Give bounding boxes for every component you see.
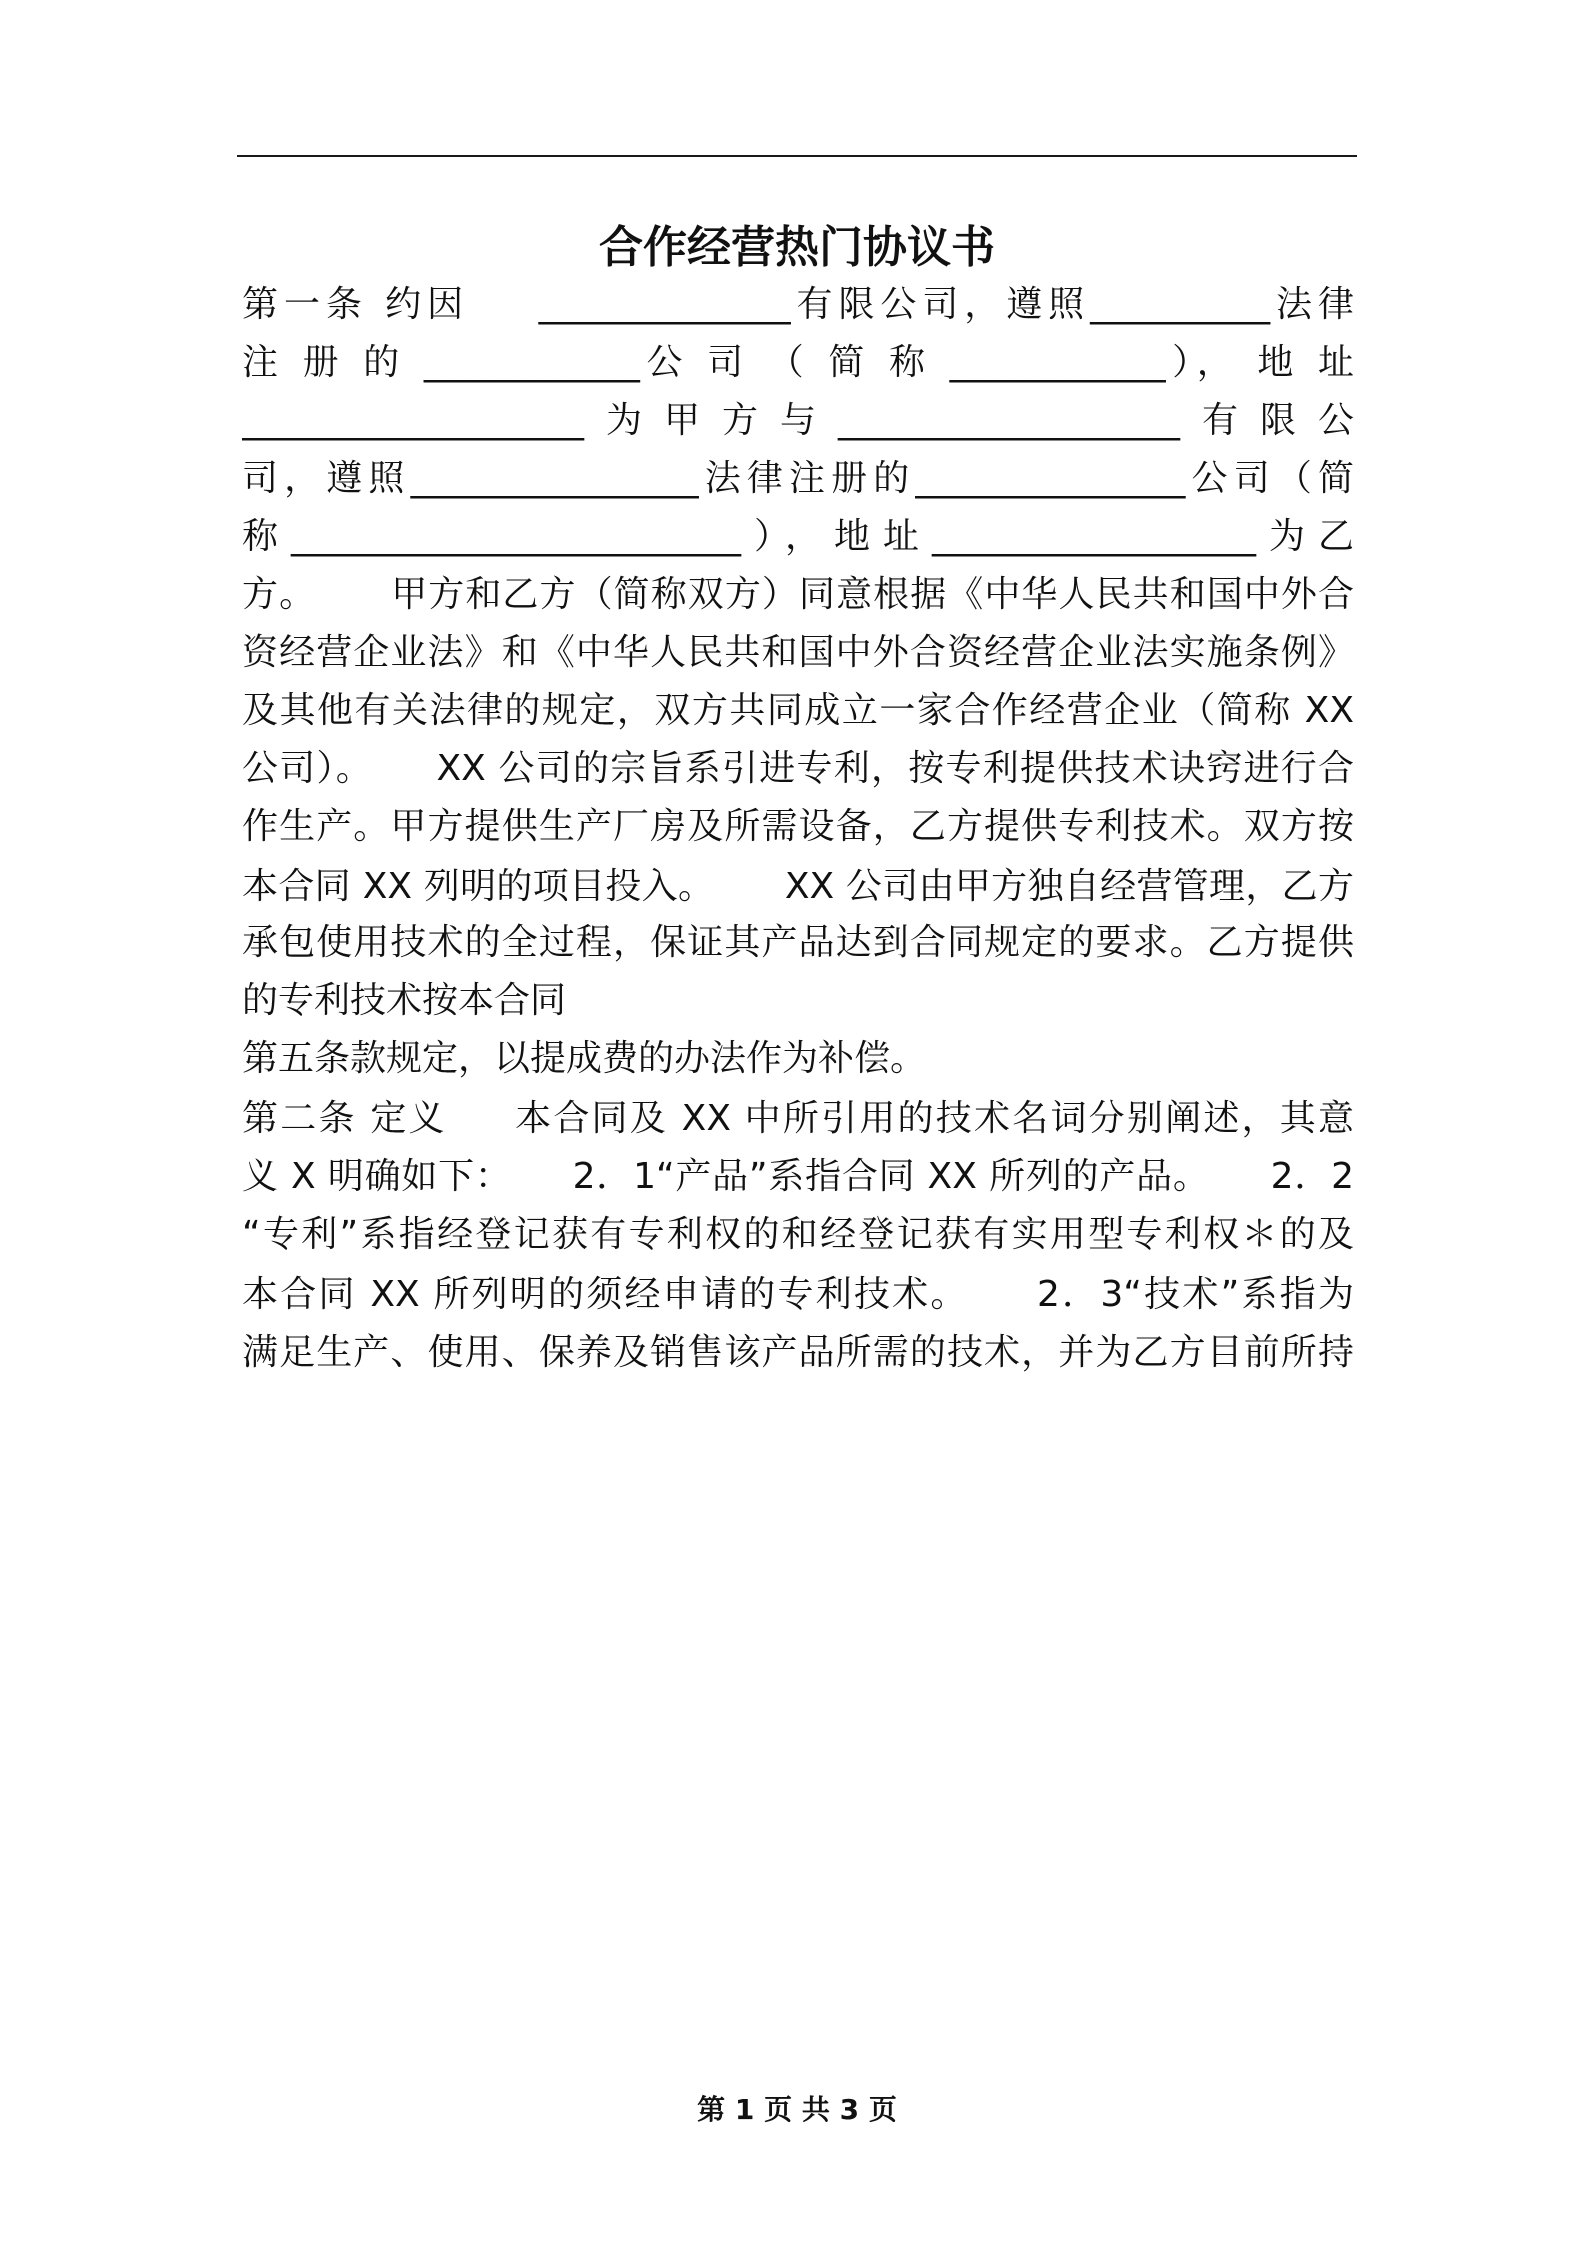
header-rule [237,155,1357,157]
body-line: 义 X 明确如下： 2．1“产品”系指合同 XX 所列的产品。 2．2 [242,1156,1354,1197]
body-line: 司，遵照________________法律注册的_______________公司（简 [242,458,1354,499]
body-line: 第五条款规定，以提成费的办法作为补偿。 [242,1038,927,1079]
body-line: 公司）。 XX 公司的宗旨系引进专利，按专利提供技术诀窍进行合 [242,748,1354,789]
body-line: 的专利技术按本合同 [242,980,567,1021]
body-line: ___________________为甲方与___________________有限公 [242,400,1354,441]
body-line: 承包使用技术的全过程，保证其产品达到合同规定的要求。乙方提供 [242,922,1354,963]
body-line: 资经营企业法》和《中华人民共和国中外合资经营企业法实施条例》 [242,632,1354,673]
body-line: 第二条 定义 本合同及 XX 中所引用的技术名词分别阐述，其意 [242,1098,1354,1139]
body-line: 及其他有关法律的规定，双方共同成立一家合作经营企业（简称 XX [242,690,1354,731]
body-line: 称_________________________），地址__________________为乙 [242,516,1354,557]
body-line: 满足生产、使用、保养及销售该产品所需的技术，并为乙方目前所持 [242,1332,1354,1373]
body-line: 本合同 XX 列明的项目投入。 XX 公司由甲方独自经营管理，乙方 [242,866,1354,907]
body-line: 方。 甲方和乙方（简称双方）同意根据《中华人民共和国中外合 [242,574,1354,615]
body-line: 第一条 约因 ______________有限公司，遵照__________法律 [242,284,1354,325]
page-number: 第 1 页 共 3 页 [697,2093,897,2126]
body-line: 注 册 的 ____________公 司 （ 简 称 ____________）， 地 址 [242,342,1354,383]
document-title: 合作经营热门协议书 [599,222,995,273]
body-line: 本合同 XX 所列明的须经申请的专利技术。 2．3“技术”系指为 [242,1274,1354,1315]
body-line: 作生产。甲方提供生产厂房及所需设备，乙方提供专利技术。双方按 [242,806,1354,847]
body-line: “专利”系指经登记获有专利权的和经登记获有实用型专利权＊的及 [242,1214,1354,1255]
